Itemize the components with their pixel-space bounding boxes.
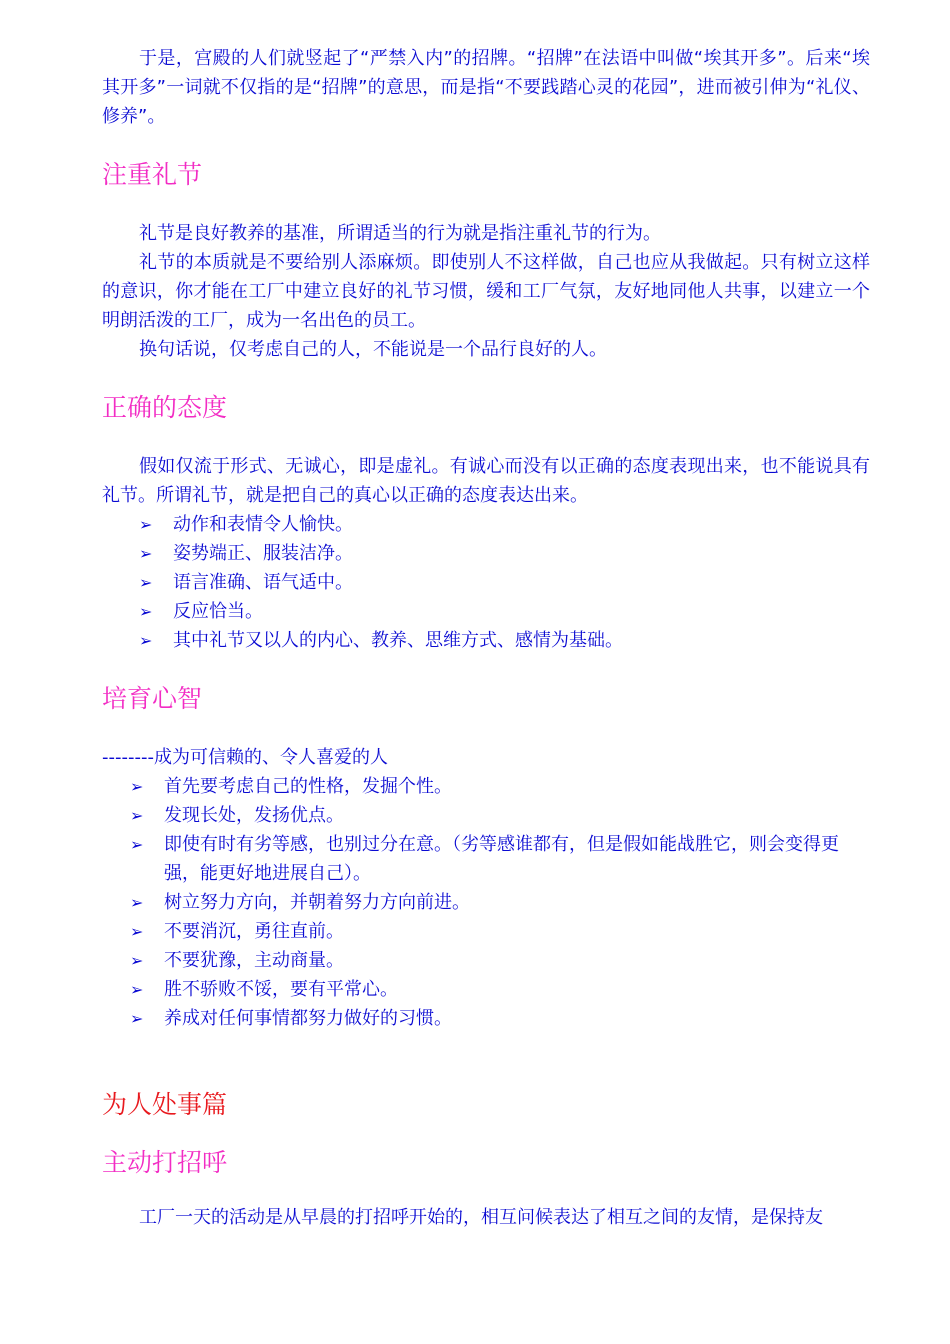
mind-bullet-list (102, 772, 870, 1033)
arrow-bullet-icon: ➢ (139, 515, 153, 534)
arrow-bullet-icon: ➢ (130, 806, 144, 825)
section-heading-attitude: 正确的态度 (102, 393, 228, 422)
list-item-text: 语言准确、语气适中。 (173, 572, 353, 593)
list-item (102, 917, 870, 946)
arrow-bullet-icon: ➢ (139, 573, 153, 592)
section-heading-etiquette: 注重礼节 (102, 160, 203, 189)
etiquette-paragraph-3: 换句话说，仅考虑自己的人，不能说是一个品行良好的人。 (139, 339, 607, 360)
list-item (102, 946, 870, 975)
list-item-text: 发现长处，发扬优点。 (164, 805, 344, 826)
section-heading-greeting: 主动打招呼 (102, 1148, 228, 1177)
etiquette-paragraph-2: 礼节的本质就是不要给别人添麻烦。即使别人不这样做，自己也应从我做起。只有树立这样的意识，你才能在工厂中建立良好的礼节习惯，缓和工厂气氛，友好地同他人共事，以建立一个明朗活泼的工厂，成为一名出色的员工。 (102, 252, 870, 331)
greeting-paragraph: 工厂一天的活动是从早晨的打招呼开始的，相互问候表达了相互之间的友情，是保持友 (139, 1207, 823, 1228)
list-item (102, 801, 870, 830)
arrow-bullet-icon: ➢ (130, 835, 144, 854)
list-item-text: 胜不骄败不馁，要有平常心。 (164, 979, 398, 1000)
list-item-text: 首先要考虑自己的性格，发掘个性。 (164, 776, 452, 797)
list-item-text: 养成对任何事情都努力做好的习惯。 (164, 1008, 452, 1029)
list-item-text: 即使有时有劣等感，也别过分在意。（劣等感谁都有，但是假如能战胜它，则会变得更强，能更好地进展自己）。 (164, 834, 839, 884)
list-item (102, 626, 870, 655)
intro-paragraph: 于是，宫殿的人们就竖起了“严禁入内”的招牌。“招牌”在法语中叫做“埃其开多”。后来“埃其开多”一词就不仅指的是“招牌”的意思，而是指“不要践踏心灵的花园”，进而被引伸为“礼仪、修养”。 (102, 48, 870, 127)
list-item (102, 830, 870, 888)
list-item-text: 动作和表情令人愉快。 (173, 514, 353, 535)
list-item (102, 597, 870, 626)
document-page (102, 44, 870, 1232)
list-item (102, 975, 870, 1004)
list-item (102, 1004, 870, 1033)
list-item-text: 姿势端正、服装洁净。 (173, 543, 353, 564)
attitude-paragraph: 假如仅流于形式、无诚心，即是虚礼。有诚心而没有以正确的态度表现出来，也不能说具有礼节。所谓礼节，就是把自己的真心以正确的态度表达出来。 (102, 456, 870, 506)
list-item-text: 不要犹豫，主动商量。 (164, 950, 344, 971)
list-item (102, 772, 870, 801)
arrow-bullet-icon: ➢ (139, 544, 153, 563)
list-item-text: 树立努力方向，并朝着努力方向前进。 (164, 892, 470, 913)
etiquette-paragraph-1: 礼节是良好教养的基准，所谓适当的行为就是指注重礼节的行为。 (139, 223, 661, 244)
arrow-bullet-icon: ➢ (130, 1009, 144, 1028)
list-item (102, 888, 870, 917)
list-item (102, 568, 870, 597)
arrow-bullet-icon: ➢ (130, 893, 144, 912)
part-heading-conduct: 为人处事篇 (102, 1090, 228, 1119)
arrow-bullet-icon: ➢ (130, 980, 144, 999)
list-item-text: 其中礼节又以人的内心、教养、思维方式、感情为基础。 (173, 630, 623, 651)
attitude-bullet-list (102, 510, 870, 655)
arrow-bullet-icon: ➢ (139, 602, 153, 621)
arrow-bullet-icon: ➢ (139, 631, 153, 650)
list-item (102, 510, 870, 539)
list-item (102, 539, 870, 568)
list-item-text: 反应恰当。 (173, 601, 263, 622)
mind-subtitle: --------成为可信赖的、令人喜爱的人 (102, 747, 388, 768)
arrow-bullet-icon: ➢ (130, 777, 144, 796)
list-item-text: 不要消沉，勇往直前。 (164, 921, 344, 942)
arrow-bullet-icon: ➢ (130, 951, 144, 970)
arrow-bullet-icon: ➢ (130, 922, 144, 941)
section-heading-mind: 培育心智 (102, 684, 203, 713)
